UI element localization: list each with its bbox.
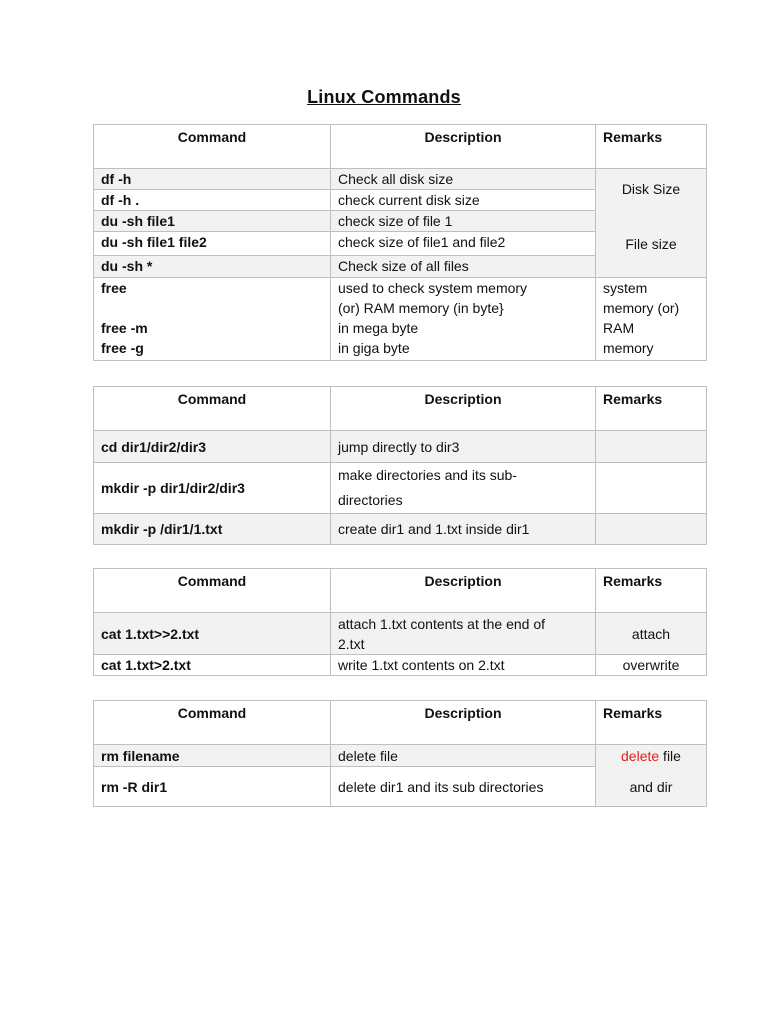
header-description: Description	[331, 387, 596, 431]
header-command: Command	[94, 701, 331, 745]
command-cell: du -sh file1 file2	[94, 232, 331, 256]
command-cell: du -sh file1	[94, 211, 331, 232]
table-row	[94, 169, 707, 190]
description-line: in giga byte	[338, 340, 410, 356]
description-line: used to check system memory	[338, 280, 528, 296]
header-command: Command	[94, 569, 331, 613]
header-description: Description	[331, 569, 596, 613]
commands-table-rm	[93, 700, 707, 807]
header-remarks: Remarks	[596, 387, 707, 431]
command-cell: cat 1.txt>>2.txt	[94, 613, 331, 655]
page-title: Linux Commands	[307, 87, 461, 107]
remark-line: memory (or)	[603, 300, 680, 316]
description-line: attach 1.txt contents at the end of	[338, 615, 546, 632]
remark-line: memory	[603, 340, 654, 356]
table-row	[94, 745, 707, 767]
table-row	[94, 613, 707, 655]
command-cell: rm -R dir1	[94, 767, 331, 807]
header-remarks: Remarks	[596, 125, 707, 169]
description-cell: create dir1 and 1.txt inside dir1	[331, 514, 596, 545]
commands-table-disk-memory	[93, 124, 707, 361]
description-line: make directories and its sub-	[338, 467, 517, 483]
description-line: (or) RAM memory (in byte}	[338, 300, 504, 316]
table-header-row	[94, 125, 707, 169]
remarks-cell	[596, 514, 707, 545]
command-free-m: free -m	[101, 320, 148, 336]
description-cell: check size of file1 and file2	[331, 232, 596, 256]
remarks-cell: overwrite	[596, 655, 707, 676]
description-cell: Check all disk size	[331, 169, 596, 190]
command-cell: rm filename	[94, 745, 331, 767]
command-cell: df -h .	[94, 190, 331, 211]
remark-line	[596, 746, 706, 766]
remarks-cell	[596, 169, 707, 278]
command-cell: mkdir -p /dir1/1.txt	[94, 514, 331, 545]
table-header-row	[94, 701, 707, 745]
header-remarks: Remarks	[596, 701, 707, 745]
command-cell: du -sh *	[94, 256, 331, 278]
header-command: Command	[94, 125, 331, 169]
description-line: 2.txt	[338, 635, 365, 652]
table-row	[94, 278, 707, 361]
remark-text: file	[659, 748, 681, 764]
command-cell: df -h	[94, 169, 331, 190]
header-command: Command	[94, 387, 331, 431]
remark-disk-size: Disk Size	[621, 181, 681, 197]
description-cell: write 1.txt contents on 2.txt	[331, 655, 596, 676]
remark-line: RAM	[603, 320, 635, 336]
remarks-cell	[596, 463, 707, 514]
command-cell: cd dir1/dir2/dir3	[94, 431, 331, 463]
commands-table-cat	[93, 568, 707, 676]
description-cell	[331, 463, 596, 514]
command-free-g: free -g	[101, 340, 144, 356]
table-row	[94, 514, 707, 545]
table-row	[94, 655, 707, 676]
table-row	[94, 431, 707, 463]
remark-file-size: File size	[625, 236, 677, 252]
remark-line: and dir	[629, 779, 673, 795]
table-row	[94, 463, 707, 514]
description-cell: jump directly to dir3	[331, 431, 596, 463]
remarks-cell	[596, 431, 707, 463]
remark-delete-highlight: delete	[621, 748, 660, 764]
description-line: in mega byte	[338, 320, 419, 336]
description-cell	[331, 278, 596, 361]
header-description: Description	[331, 125, 596, 169]
remark-line: system	[603, 280, 648, 296]
remarks-cell	[596, 278, 707, 361]
header-remarks: Remarks	[596, 569, 707, 613]
description-cell: check current disk size	[331, 190, 596, 211]
description-cell: delete file	[331, 745, 596, 767]
command-cell	[94, 278, 331, 361]
description-cell: delete dir1 and its sub directories	[331, 767, 596, 807]
commands-table-directories	[93, 386, 707, 545]
header-description: Description	[331, 701, 596, 745]
description-line: directories	[338, 492, 403, 508]
remarks-cell: attach	[596, 613, 707, 655]
table-header-row	[94, 387, 707, 431]
command-cell: mkdir -p dir1/dir2/dir3	[94, 463, 331, 514]
command-cell: cat 1.txt>2.txt	[94, 655, 331, 676]
command-free: free	[101, 280, 127, 296]
description-cell	[331, 613, 596, 655]
remarks-cell	[596, 745, 707, 807]
description-cell: Check size of all files	[331, 256, 596, 278]
description-cell: check size of file 1	[331, 211, 596, 232]
table-header-row	[94, 569, 707, 613]
